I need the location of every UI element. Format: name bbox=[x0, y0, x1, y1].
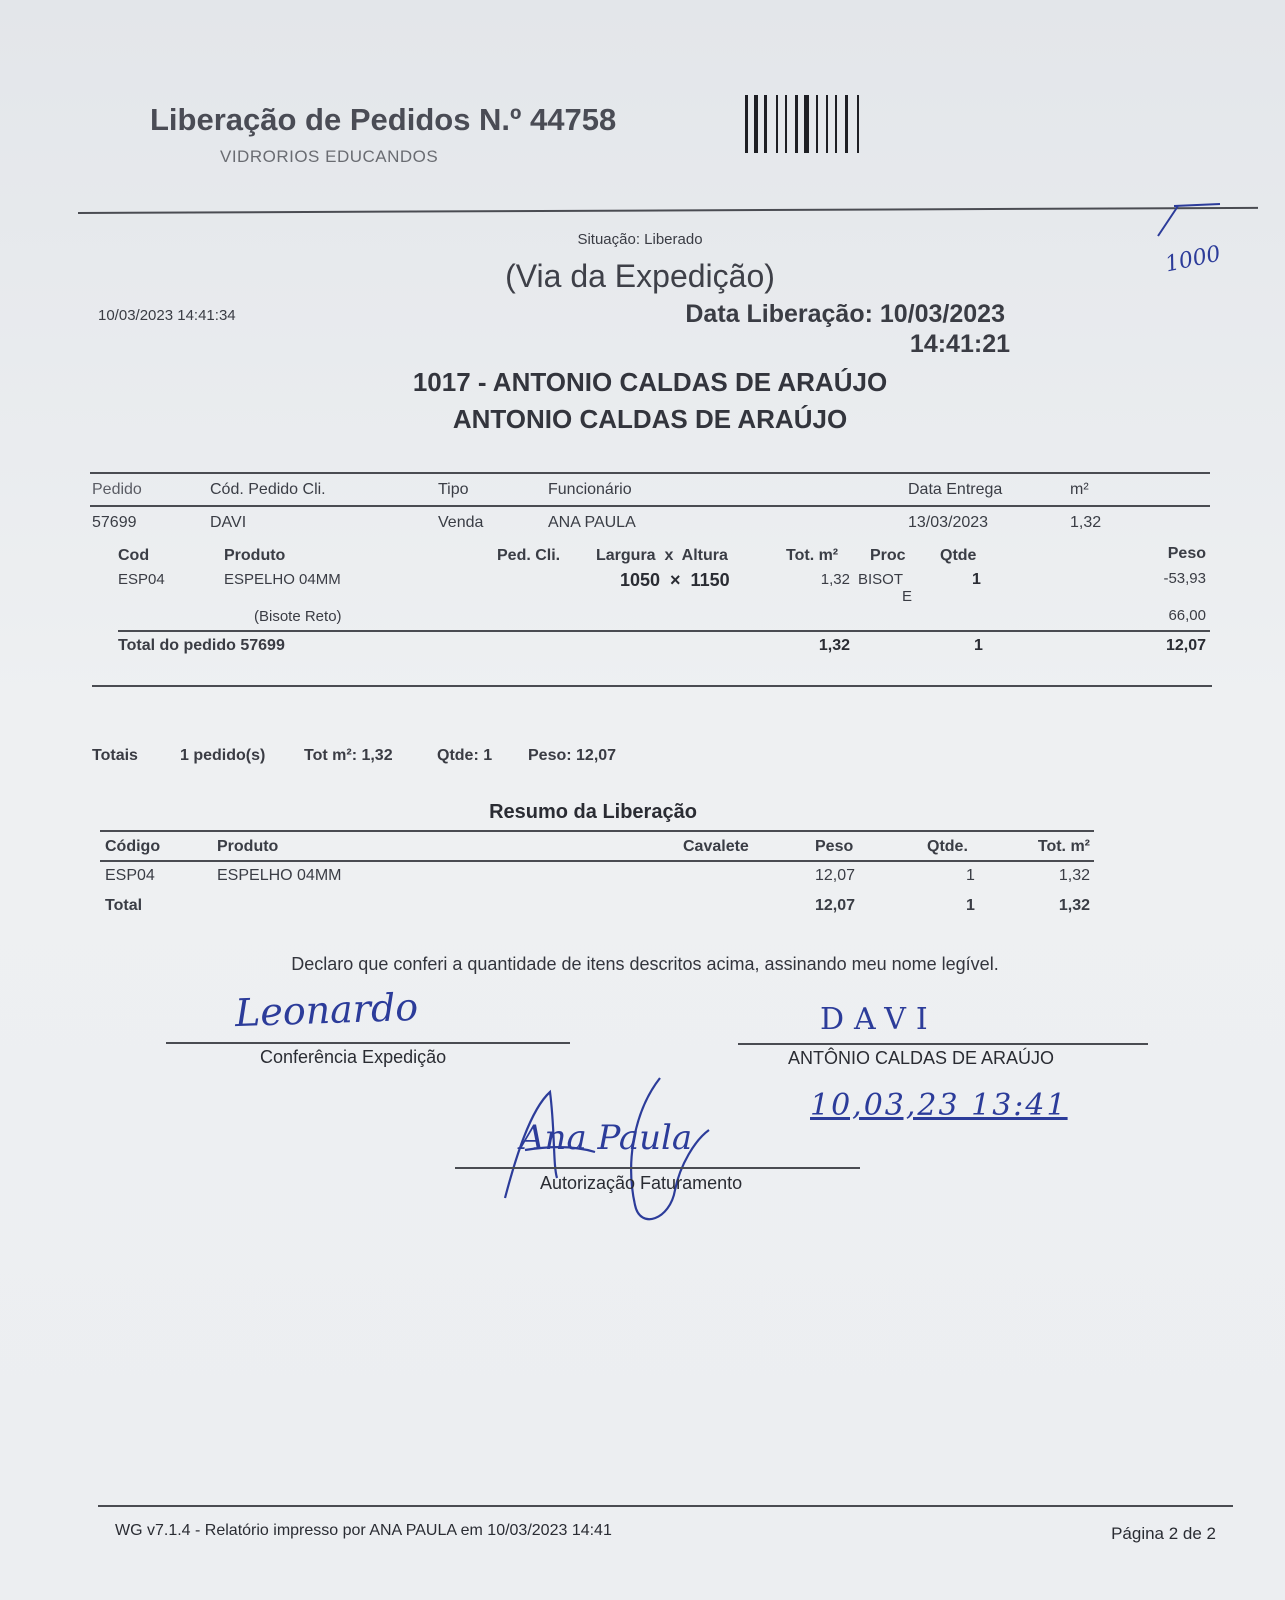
totals-pedidos: 1 pedido(s) bbox=[180, 747, 266, 764]
col-pedido: Pedido bbox=[92, 481, 142, 498]
print-timestamp: 10/03/2023 14:41:34 bbox=[98, 307, 236, 324]
document-title: Liberação de Pedidos N.º 44758 bbox=[150, 102, 617, 137]
resumo-col-produto: Produto bbox=[217, 838, 279, 855]
resumo-col-qtde: Qtde. bbox=[927, 838, 968, 855]
resumo-total-peso: 12,07 bbox=[815, 897, 856, 914]
resumo-row-peso: 12,07 bbox=[815, 867, 856, 884]
via-label: (Via da Expedição) bbox=[505, 258, 775, 294]
item-dims: 1050 × 1150 bbox=[620, 570, 730, 590]
items-col-proc: Proc bbox=[870, 547, 906, 564]
handwritten-note: 1000 bbox=[1163, 241, 1223, 278]
item-tot-m2: 1,32 bbox=[820, 571, 850, 588]
items-col-tot-m2: Tot. m² bbox=[786, 547, 839, 564]
tipo-value: Venda bbox=[438, 514, 484, 531]
resumo-col-codigo: Código bbox=[105, 838, 161, 855]
client-code-name: 1017 - ANTONIO CALDAS DE ARAÚJO bbox=[412, 367, 888, 397]
order-total-rule bbox=[118, 630, 1210, 632]
resumo-row-codigo: ESP04 bbox=[105, 867, 155, 884]
cliente-label: ANTÔNIO CALDAS DE ARAÚJO bbox=[788, 1048, 1055, 1068]
cliente-line bbox=[738, 1043, 1148, 1045]
cliente-signature: DAVI bbox=[820, 1002, 938, 1037]
footer-left-text: WG v7.1.4 - Relatório impresso por ANA PAULA em 10/03/2023 14:41 bbox=[115, 1522, 612, 1539]
client-name: ANTONIO CALDAS DE ARAÚJO bbox=[452, 404, 848, 434]
resumo-title: Resumo da Liberação bbox=[489, 801, 697, 823]
resumo-col-cavalete: Cavalete bbox=[683, 838, 749, 855]
handwritten-date: 10,03,23 13:41 bbox=[810, 1088, 1068, 1123]
col-tipo: Tipo bbox=[438, 481, 469, 498]
totals-peso: Peso: 12,07 bbox=[528, 747, 617, 764]
funcionario-value: ANA PAULA bbox=[548, 514, 636, 531]
item-sub-peso: 66,00 bbox=[1168, 607, 1206, 624]
item-produto: ESPELHO 04MM bbox=[224, 571, 341, 588]
footer-rule bbox=[98, 1505, 1233, 1507]
resumo-top-rule bbox=[100, 830, 1094, 832]
col-funcionario: Funcionário bbox=[548, 481, 632, 498]
items-col-qtde: Qtde bbox=[940, 547, 977, 564]
release-date: Data Liberação: 10/03/2023 bbox=[685, 300, 1005, 328]
col-m2: m² bbox=[1070, 481, 1089, 498]
conferencia-line bbox=[166, 1042, 570, 1044]
resumo-row-tot-m2: 1,32 bbox=[1058, 867, 1090, 884]
handwritten-mark bbox=[1150, 200, 1230, 240]
order-header-rule bbox=[90, 505, 1210, 507]
totals-qtde: Qtde: 1 bbox=[437, 747, 493, 764]
autorizacao-signature: Ana Paula bbox=[520, 1118, 693, 1158]
m2-value: 1,32 bbox=[1070, 514, 1102, 531]
conferencia-signature: Leonardo bbox=[234, 984, 419, 1036]
item-proc-cont: E bbox=[902, 588, 913, 605]
autorizacao-line bbox=[455, 1167, 860, 1169]
resumo-total-qtde: 1 bbox=[966, 897, 975, 914]
order-total-m2: 1,32 bbox=[818, 637, 850, 654]
status-label: Situação: Liberado bbox=[577, 231, 703, 248]
footer-page-number: Página 2 de 2 bbox=[1111, 1524, 1216, 1543]
item-sub-process: (Bisote Reto) bbox=[254, 608, 342, 625]
company-name: VIDRORIOS EDUCANDOS bbox=[220, 147, 439, 166]
resumo-row-produto: ESPELHO 04MM bbox=[217, 867, 342, 884]
conferencia-label: Conferência Expedição bbox=[260, 1047, 447, 1067]
declaration-text: Declaro que conferi a quantidade de itens descritos acima, assinando meu nome legível. bbox=[291, 954, 999, 974]
items-col-cod: Cod bbox=[118, 547, 150, 564]
col-data-entrega: Data Entrega bbox=[908, 481, 1003, 498]
order-total-label: Total do pedido 57699 bbox=[118, 637, 285, 654]
header-divider bbox=[78, 207, 1258, 214]
autorizacao-label: Autorização Faturamento bbox=[540, 1173, 743, 1193]
order-top-rule bbox=[90, 472, 1210, 474]
order-bottom-rule bbox=[92, 685, 1212, 687]
resumo-col-peso: Peso bbox=[815, 838, 854, 855]
items-col-dims: Largura x Altura bbox=[596, 547, 728, 564]
pedido-number: 57699 bbox=[92, 514, 137, 531]
resumo-row-qtde: 1 bbox=[966, 867, 975, 884]
items-col-produto: Produto bbox=[224, 547, 286, 564]
item-proc: BISOT bbox=[858, 571, 904, 588]
item-cod: ESP04 bbox=[118, 571, 165, 588]
release-time: 14:41:21 bbox=[909, 330, 1010, 358]
resumo-col-tot-m2: Tot. m² bbox=[1037, 838, 1090, 855]
totals-m2: Tot m²: 1,32 bbox=[304, 747, 393, 764]
barcode-icon bbox=[745, 95, 945, 153]
cod-pedido-cli: DAVI bbox=[210, 514, 247, 531]
resumo-header-rule bbox=[100, 860, 1094, 862]
order-total-peso: 12,07 bbox=[1165, 637, 1206, 654]
item-peso: -53,93 bbox=[1163, 570, 1206, 587]
order-total-qtde: 1 bbox=[974, 637, 983, 654]
resumo-total-tot-m2: 1,32 bbox=[1058, 897, 1090, 914]
resumo-total-label: Total bbox=[105, 897, 143, 914]
item-qtde: 1 bbox=[972, 571, 981, 588]
totals-label: Totais bbox=[92, 747, 138, 764]
col-cod-pedido-cli: Cód. Pedido Cli. bbox=[210, 481, 326, 498]
items-col-peso: Peso bbox=[1167, 545, 1206, 562]
items-col-ped-cli: Ped. Cli. bbox=[497, 547, 561, 564]
data-entrega-value: 13/03/2023 bbox=[908, 514, 989, 531]
